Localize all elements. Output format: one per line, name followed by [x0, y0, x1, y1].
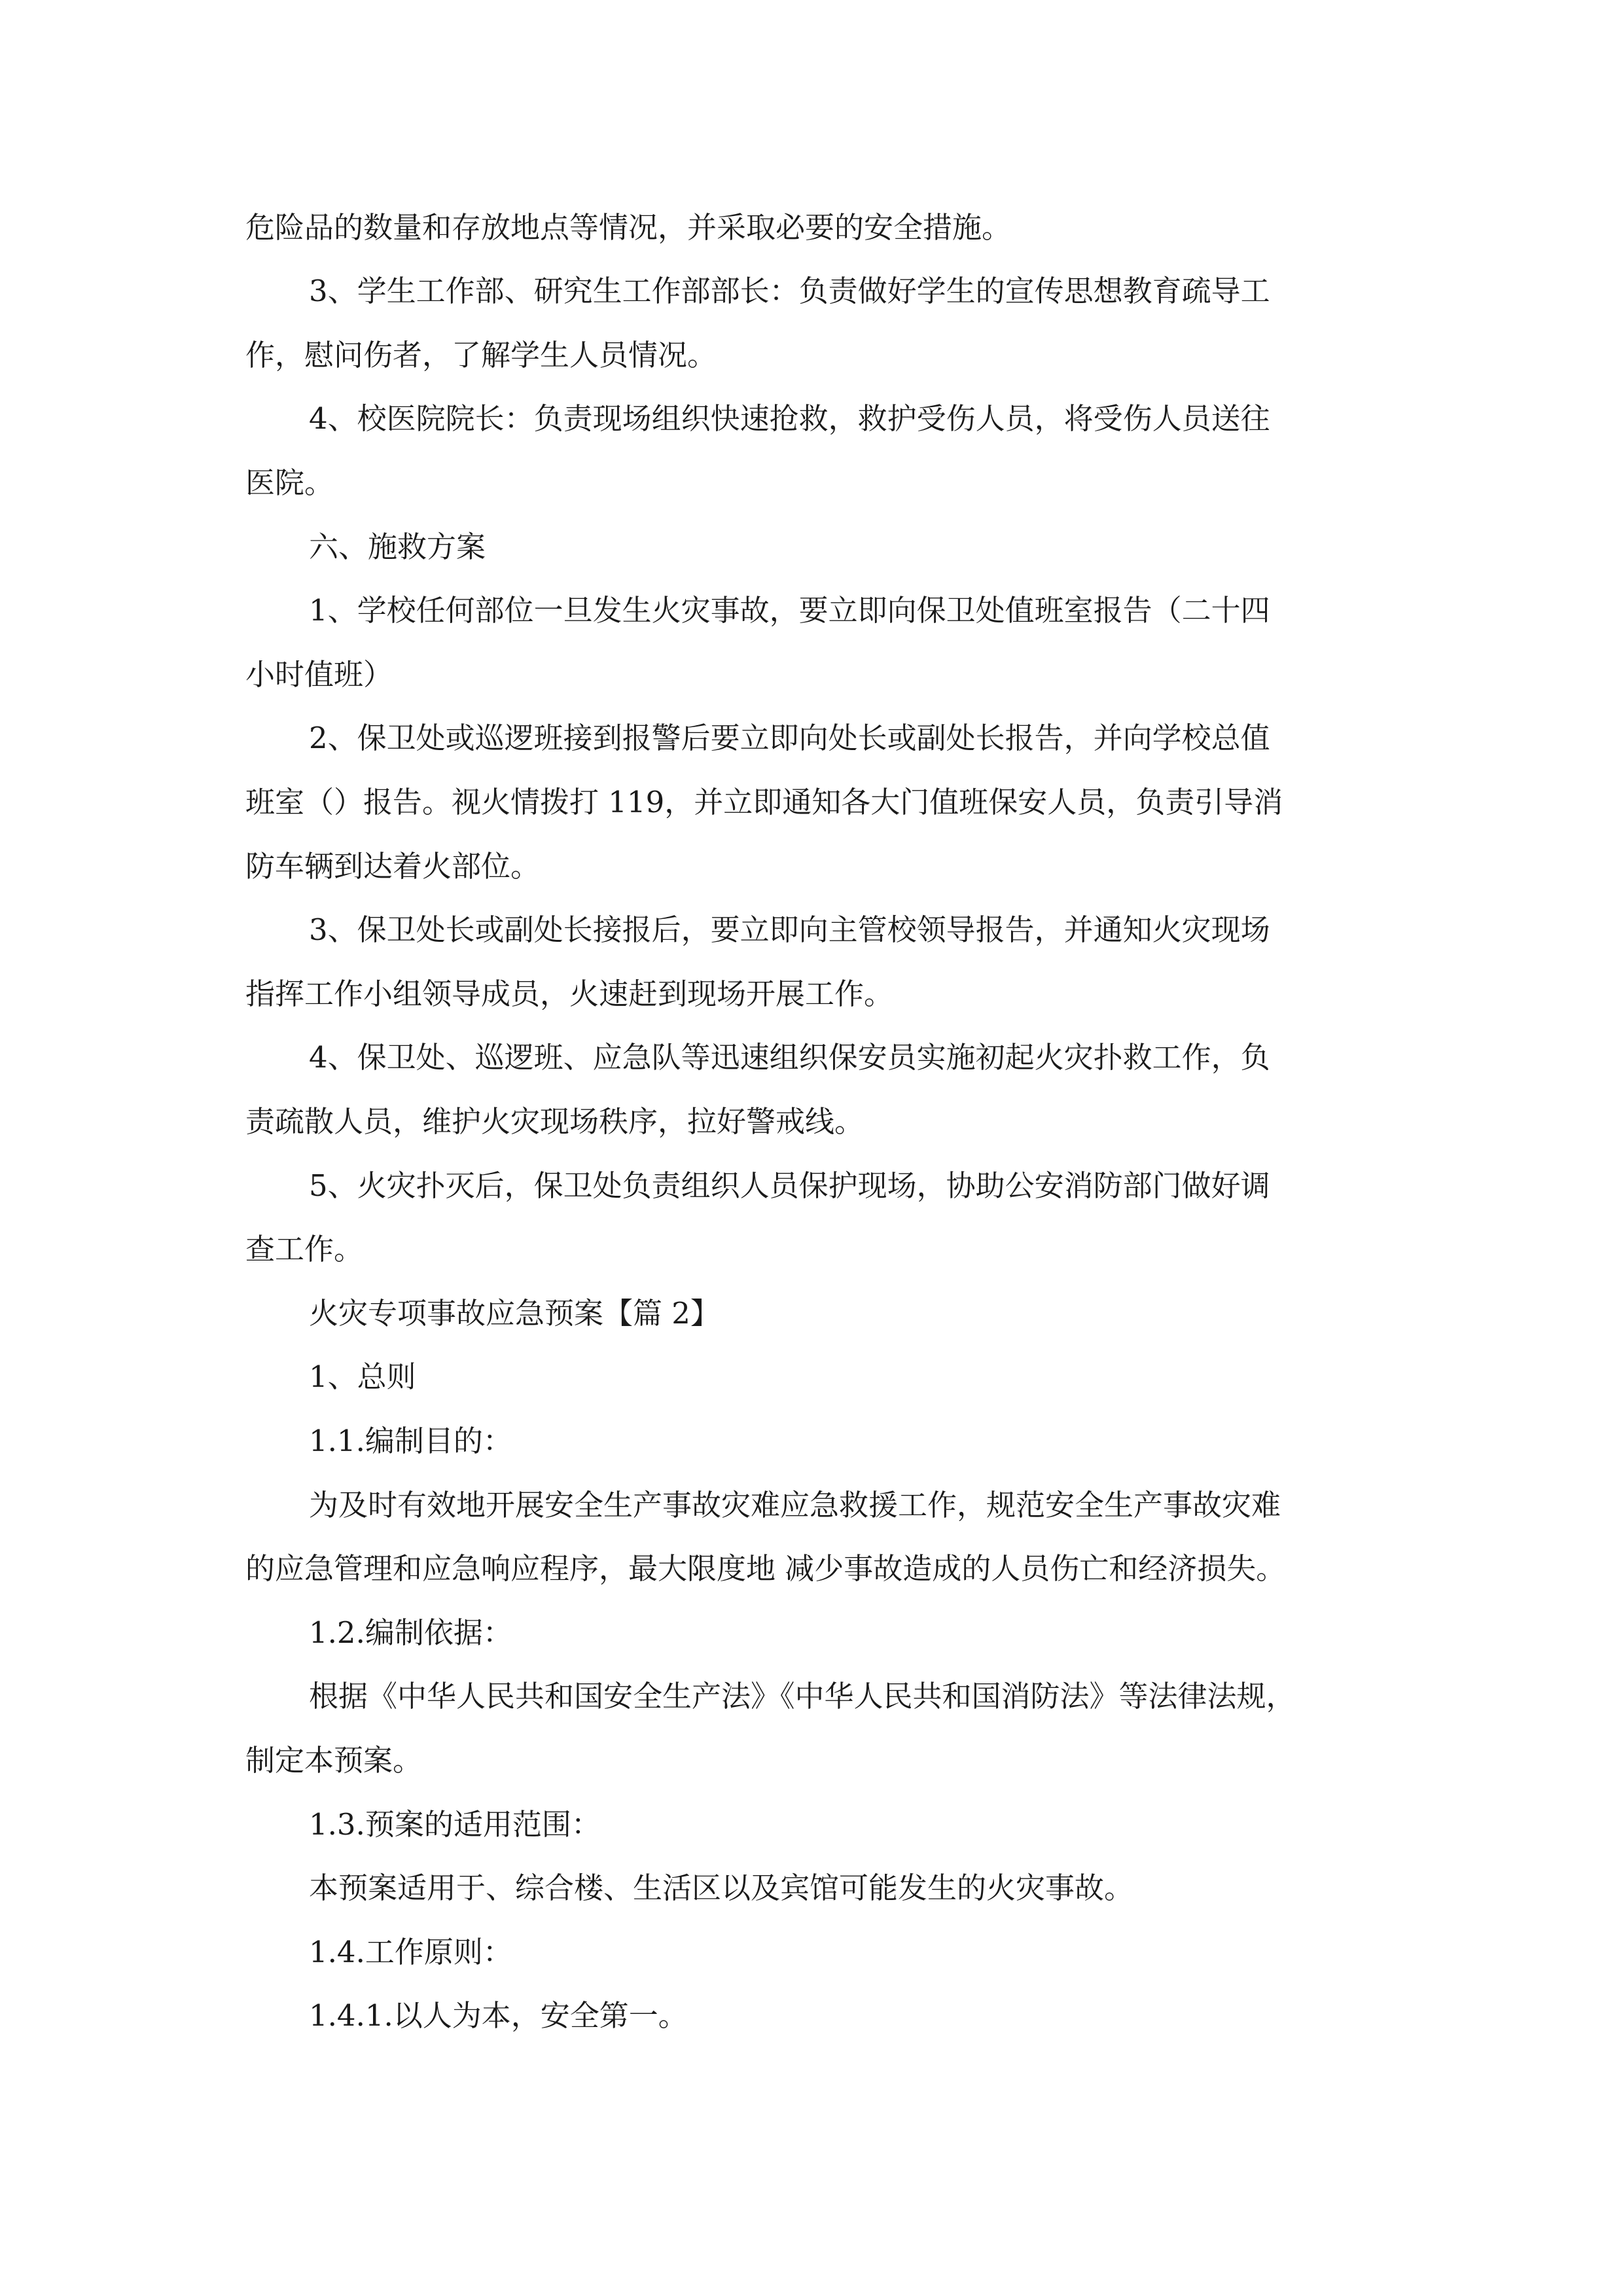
text-line: 4、校医院院长：负责现场组织快速抢救，救护受伤人员，将受伤人员送往: [309, 401, 1270, 436]
text-line: 指挥工作小组领导成员，火速赶到现场开展工作。: [245, 977, 894, 1011]
text-line: 责疏散人员，维护火灾现场秩序，拉好警戒线。: [245, 1104, 865, 1139]
text-line: 小时值班）: [245, 657, 393, 692]
text-line: 的应急管理和应急响应程序，最大限度地 减少事故造成的人员伤亡和经济损失。: [245, 1551, 1286, 1586]
text-line: 1.4.1.以人为本，安全第一。: [309, 1998, 688, 2033]
text-line: 2、保卫处或巡逻班接到报警后要立即向处长或副处长报告，并向学校总值: [309, 721, 1270, 755]
text-line: 查工作。: [245, 1232, 364, 1266]
text-line: 制定本预案。: [245, 1743, 423, 1778]
text-line: 根据《中华人民共和国安全生产法》《中华人民共和国消防法》等法律法规，: [309, 1679, 1296, 1713]
text-line: 防车辆到达着火部位。: [245, 849, 541, 884]
subsection-heading: 1.3.预案的适用范围：: [309, 1807, 601, 1842]
text-line: 3、保卫处长或副处长接报后，要立即向主管校领导报告，并通知火灾现场: [309, 912, 1270, 947]
text-line: 班室（）报告。视火情拨打 119，并立即通知各大门值班保安人员，负责引导消: [245, 785, 1283, 819]
text-line: 危险品的数量和存放地点等情况，并采取必要的安全措施。: [245, 210, 1012, 245]
section-title: 火灾专项事故应急预案【篇 2】: [309, 1296, 720, 1331]
text-line: 3、学生工作部、研究生工作部部长：负责做好学生的宣传思想教育疏导工: [309, 274, 1270, 308]
section-heading: 1、总则: [309, 1359, 416, 1394]
subsection-heading: 1.4.工作原则：: [309, 1935, 512, 1969]
text-line: 医院。: [245, 465, 334, 500]
text-line: 5、火灾扑灭后，保卫处负责组织人员保护现场，协助公安消防部门做好调: [309, 1168, 1270, 1203]
text-line: 作，慰问伤者，了解学生人员情况。: [245, 338, 717, 372]
text-line: 本预案适用于、综合楼、生活区以及宾馆可能发生的火灾事故。: [309, 1871, 1134, 1905]
subsection-heading: 1.2.编制依据：: [309, 1615, 512, 1650]
subsection-heading: 1.1.编制目的：: [309, 1424, 512, 1458]
text-line: 4、保卫处、巡逻班、应急队等迅速组织保安员实施初起火灾扑救工作，负: [309, 1040, 1270, 1075]
text-line: 为及时有效地开展安全生产事故灾难应急救援工作，规范安全生产事故灾难: [309, 1488, 1281, 1522]
section-heading: 六、施救方案: [309, 529, 486, 564]
text-line: 1、学校任何部位一旦发生火灾事故，要立即向保卫处值班室报告（二十四: [309, 593, 1270, 628]
